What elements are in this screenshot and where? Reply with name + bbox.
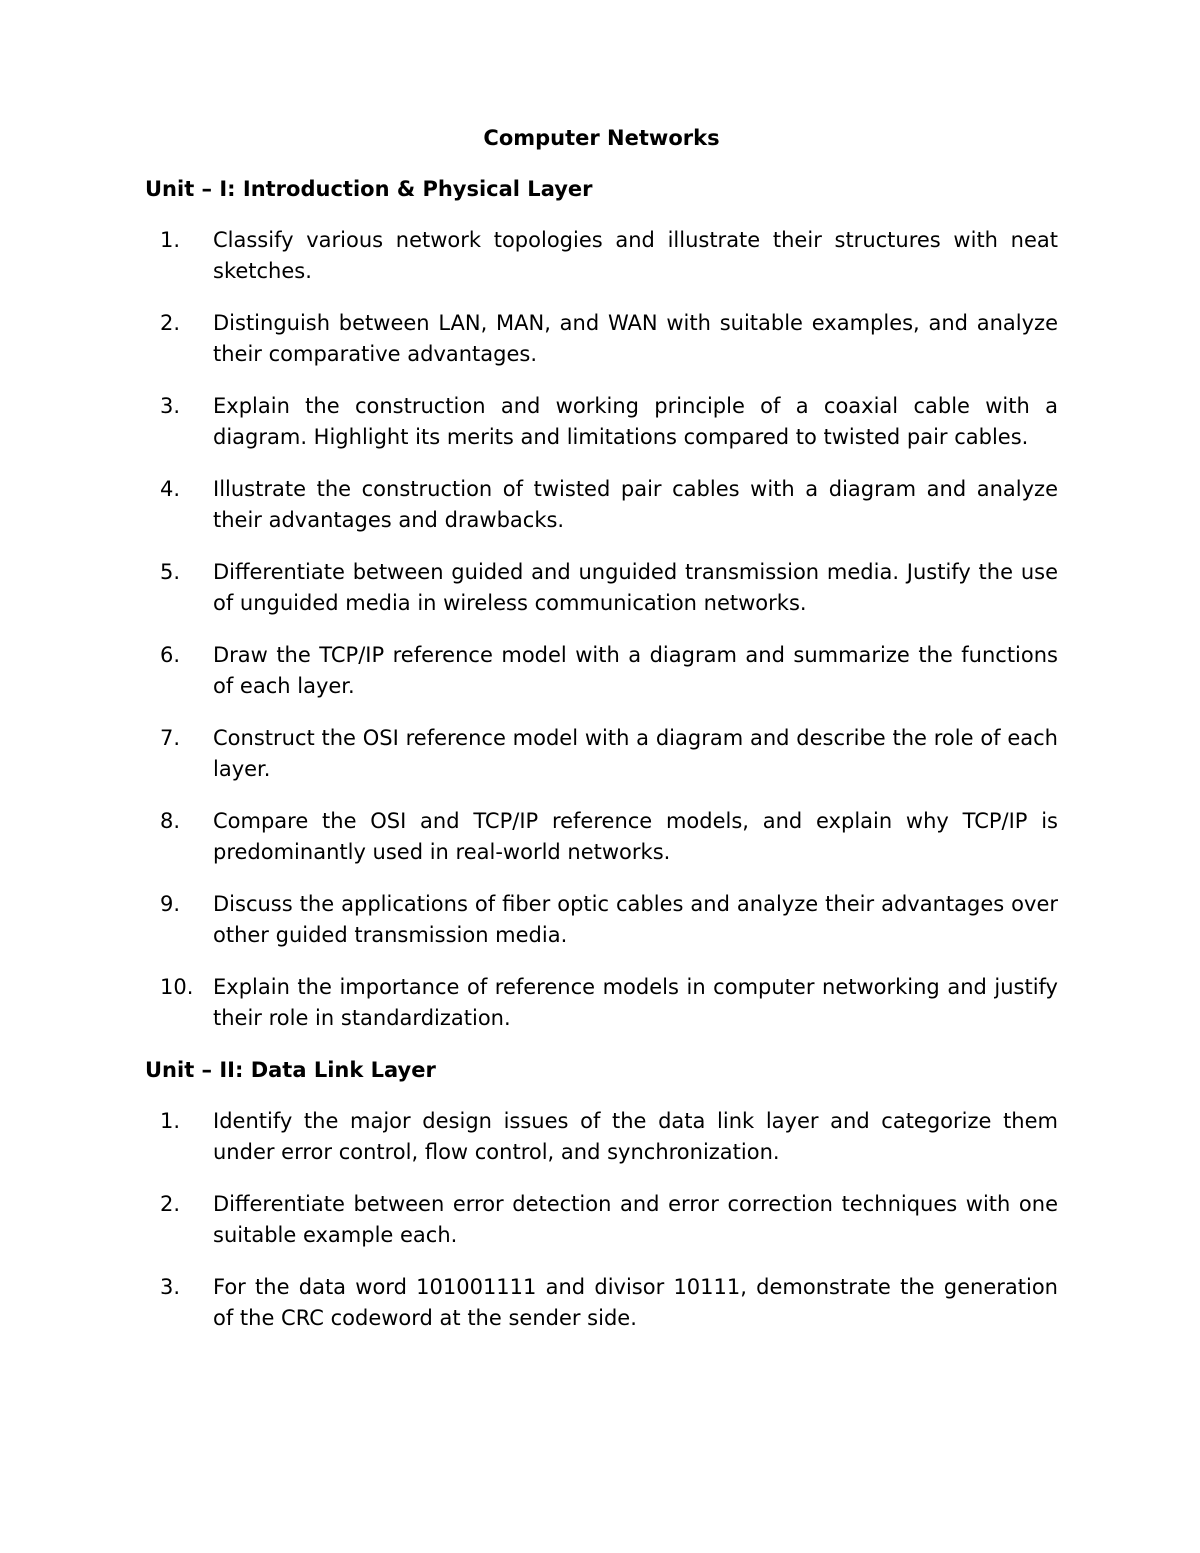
question-text: Distinguish between LAN, MAN, and WAN with suitable examples, and analyze their comparative advantages. (213, 311, 1058, 366)
question-item (145, 1106, 1058, 1168)
question-item (145, 308, 1058, 370)
question-number: 1. (160, 1109, 181, 1133)
units-container (145, 174, 1058, 1334)
question-text: For the data word 101001111 and divisor 10111, demonstrate the generation of the CRC codeword at the sender side. (213, 1275, 1058, 1330)
question-item (145, 391, 1058, 453)
question-text: Differentiate between error detection and error correction techniques with one suitable example each. (213, 1192, 1058, 1247)
question-text: Explain the construction and working principle of a coaxial cable with a diagram. Highlight its merits and limitations compared to twisted pair cables. (213, 394, 1058, 449)
question-number: 2. (160, 311, 181, 335)
question-text: Discuss the applications of fiber optic cables and analyze their advantages over other guided transmission media. (213, 892, 1058, 947)
question-list (145, 225, 1058, 1034)
question-item (145, 972, 1058, 1034)
question-item (145, 1272, 1058, 1334)
question-text: Illustrate the construction of twisted pair cables with a diagram and analyze their advantages and drawbacks. (213, 477, 1058, 532)
question-number: 4. (160, 477, 181, 501)
question-list (145, 1106, 1058, 1334)
question-number: 2. (160, 1192, 181, 1216)
question-text: Explain the importance of reference models in computer networking and justify their role in standardization. (213, 975, 1058, 1030)
document-page (145, 123, 1058, 1355)
question-text: Draw the TCP/IP reference model with a diagram and summarize the functions of each layer. (213, 643, 1058, 698)
question-number: 7. (160, 726, 181, 750)
question-number: 10. (160, 975, 194, 999)
question-number: 5. (160, 560, 181, 584)
question-text: Construct the OSI reference model with a diagram and describe the role of each layer. (213, 726, 1058, 781)
question-text: Identify the major design issues of the data link layer and categorize them under error control, flow control, and synchronization. (213, 1109, 1058, 1164)
question-number: 3. (160, 394, 181, 418)
question-number: 9. (160, 892, 181, 916)
document-title: Computer Networks (483, 126, 720, 150)
question-text: Compare the OSI and TCP/IP reference models, and explain why TCP/IP is predominantly used in real-world networks. (213, 809, 1058, 864)
question-number: 6. (160, 643, 181, 667)
question-number: 1. (160, 228, 181, 252)
question-item (145, 889, 1058, 951)
question-item (145, 225, 1058, 287)
question-item (145, 474, 1058, 536)
question-item (145, 806, 1058, 868)
question-item (145, 723, 1058, 785)
unit-heading: Unit – I: Introduction & Physical Layer (145, 177, 593, 201)
unit-heading: Unit – II: Data Link Layer (145, 1058, 436, 1082)
question-text: Classify various network topologies and illustrate their structures with neat sketches. (213, 228, 1058, 283)
question-item (145, 640, 1058, 702)
question-item (145, 1189, 1058, 1251)
question-number: 3. (160, 1275, 181, 1299)
question-number: 8. (160, 809, 181, 833)
question-item (145, 557, 1058, 619)
question-text: Differentiate between guided and unguided transmission media. Justify the use of unguided media in wireless communication networks. (213, 560, 1058, 615)
